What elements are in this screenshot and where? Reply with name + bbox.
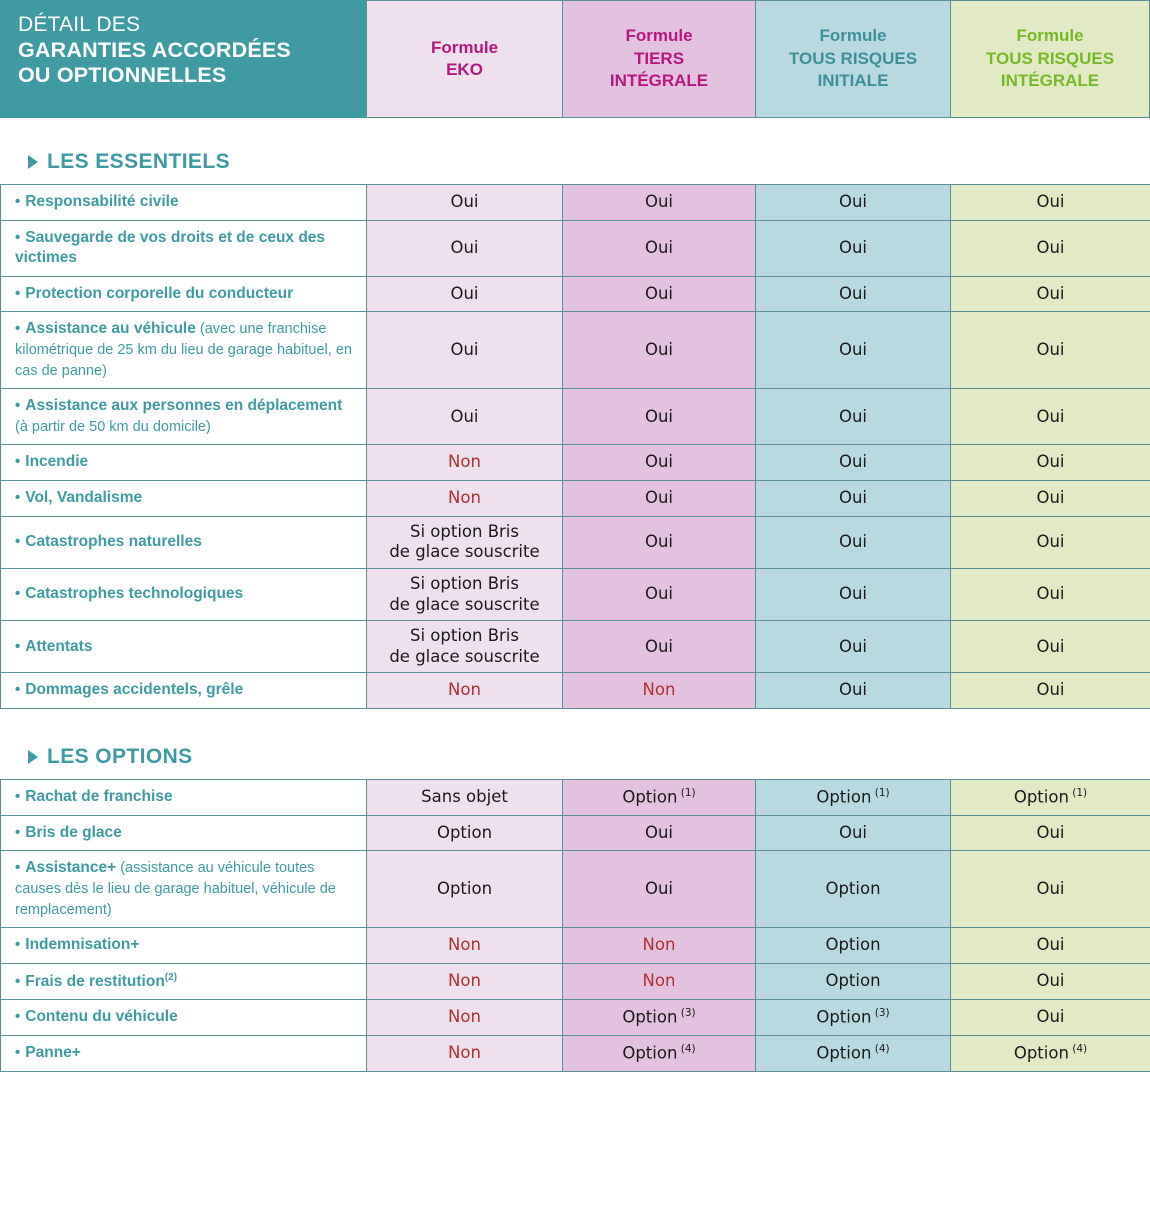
guarantee-label-cell <box>1 568 367 620</box>
value-text: Oui <box>838 584 868 604</box>
value-cell-tous-risques-initiale <box>756 1036 951 1072</box>
footnote-marker: (3) <box>677 1007 696 1020</box>
guarantee-label-text: Catastrophes technologiques <box>25 585 244 603</box>
column-header-line2: TOUS RISQUES <box>985 48 1115 68</box>
bullet-icon: • <box>15 936 21 954</box>
value-cell-tous-risques-initiale <box>756 963 951 1000</box>
value-text: Oui <box>1036 971 1065 991</box>
value-text: Option <box>1013 1043 1069 1063</box>
triangle-right-icon <box>28 155 38 169</box>
value-text: Oui <box>1036 452 1065 472</box>
table-row <box>1 851 1150 928</box>
value-cell-tous-risques-integrale <box>951 928 1150 964</box>
table-row <box>1 276 1150 312</box>
value-text: Option <box>622 1007 678 1027</box>
bullet-icon: • <box>15 681 21 699</box>
guarantee-label-note: (assistance au véhicule toutes causes dès le lieu de garage habituel, véhicule de remplacement) <box>15 860 336 918</box>
value-text: Oui <box>644 488 674 508</box>
guarantee-label-text: Assistance aux personnes en déplacement <box>25 397 343 415</box>
header-title-block <box>0 0 366 118</box>
value-text: Oui <box>1036 488 1065 508</box>
guarantee-label-text: Indemnisation+ <box>25 936 140 954</box>
value-cell-tous-risques-integrale <box>951 780 1150 816</box>
bullet-icon: • <box>15 193 21 210</box>
value-text: Oui <box>644 340 674 360</box>
bullet-icon: • <box>15 972 21 990</box>
value-text: Oui <box>1036 584 1065 604</box>
guarantee-label-note: (avec une franchise kilométrique de 25 km du lieu de garage habituel, en cas de panne) <box>15 321 352 379</box>
bullet-icon: • <box>15 1044 21 1062</box>
value-text: Non <box>448 971 481 991</box>
value-text: Oui <box>450 237 479 257</box>
table-row <box>1 815 1150 851</box>
footnote-marker: (2) <box>164 971 178 983</box>
value-cell-tous-risques-integrale <box>951 312 1150 389</box>
bullet-icon: • <box>15 859 21 877</box>
value-cell-eko <box>367 621 563 673</box>
value-text: Oui <box>644 584 674 604</box>
guarantee-label-text: Vol, Vandalisme <box>25 489 143 507</box>
value-text: Non <box>448 1043 481 1063</box>
value-cell-tous-risques-integrale <box>951 185 1150 221</box>
value-cell-eko <box>367 220 563 276</box>
value-text: Oui <box>450 283 479 303</box>
table-row <box>1 780 1150 816</box>
value-cell-eko <box>367 1036 563 1072</box>
value-cell-tiers-integrale <box>563 445 756 481</box>
value-cell-tous-risques-integrale <box>951 568 1150 620</box>
value-cell-eko <box>367 389 563 445</box>
section-title-label: LES ESSENTIELS <box>47 150 230 173</box>
spacer <box>0 118 1150 140</box>
value-cell-eko <box>367 815 563 851</box>
value-cell-tiers-integrale <box>563 389 756 445</box>
value-cell-tous-risques-integrale <box>951 481 1150 517</box>
value-cell-eko <box>367 673 563 709</box>
column-header-line1: Formule <box>819 26 887 46</box>
column-header-line3: INTÉGRALE <box>609 71 709 91</box>
value-text: Oui <box>1036 680 1065 700</box>
header-title-line1: DÉTAIL DES <box>18 13 141 36</box>
value-text: Non <box>448 935 481 955</box>
guarantee-label-cell <box>1 673 367 709</box>
footnote-marker: (1) <box>677 786 696 799</box>
spacer <box>0 709 1150 735</box>
value-cell-tous-risques-integrale <box>951 1000 1150 1036</box>
value-text: Oui <box>838 822 868 842</box>
table-row <box>1 445 1150 481</box>
table-row <box>1 1036 1150 1072</box>
value-cell-tous-risques-initiale <box>756 621 951 673</box>
value-text: Oui <box>644 452 674 472</box>
guarantee-label-text: Attentats <box>25 637 93 655</box>
table-row <box>1 220 1150 276</box>
value-text: Oui <box>838 452 868 472</box>
value-cell-tous-risques-integrale <box>951 673 1150 709</box>
value-cell-tous-risques-integrale <box>951 516 1150 568</box>
value-text: Oui <box>838 283 868 303</box>
value-text: Oui <box>644 237 674 257</box>
value-cell-tiers-integrale <box>563 1000 756 1036</box>
guarantee-label-cell <box>1 185 367 221</box>
value-text: Option <box>436 822 493 842</box>
table-row <box>1 963 1150 1000</box>
guarantee-label-cell <box>1 1000 367 1036</box>
value-cell-tiers-integrale <box>563 220 756 276</box>
section-title-les-essentiels <box>0 140 1150 184</box>
value-text: Option <box>622 1043 678 1063</box>
table-row <box>1 621 1150 673</box>
guarantee-label-cell <box>1 963 367 1000</box>
value-cell-eko <box>367 851 563 928</box>
table-row <box>1 312 1150 389</box>
column-header-line3: INTÉGRALE <box>1000 71 1100 91</box>
guarantee-label-text: Rachat de franchise <box>25 788 173 806</box>
value-cell-eko <box>367 1000 563 1036</box>
triangle-right-icon <box>28 750 38 764</box>
guarantee-label-text: Protection corporelle du conducteur <box>25 284 294 302</box>
guarantee-label-note: (à partir de 50 km du domicile) <box>15 418 211 435</box>
value-cell-tiers-integrale <box>563 481 756 517</box>
value-text: Oui <box>1036 237 1065 257</box>
guarantee-label-text: Contenu du véhicule <box>25 1008 178 1026</box>
value-text: de glace souscrite <box>389 542 540 562</box>
value-text: Oui <box>838 406 868 426</box>
footnote-marker: (3) <box>871 1007 890 1020</box>
value-text: Oui <box>1036 406 1065 426</box>
value-cell-eko <box>367 276 563 312</box>
value-text: Oui <box>838 636 868 656</box>
value-cell-tous-risques-integrale <box>951 851 1150 928</box>
value-text: Option <box>816 1043 872 1063</box>
column-header-formule-eko <box>366 0 562 118</box>
table-row <box>1 516 1150 568</box>
value-text: Oui <box>450 340 479 360</box>
column-header-line2: TOUS RISQUES <box>788 48 918 68</box>
table-row <box>1 389 1150 445</box>
footnote-marker: (1) <box>871 786 890 799</box>
guarantee-label-text: Assistance au véhicule <box>25 320 196 338</box>
table-row <box>1 673 1150 709</box>
guarantee-label-cell <box>1 780 367 816</box>
value-text: Non <box>642 680 676 700</box>
value-text: Option <box>825 971 881 991</box>
value-cell-eko <box>367 445 563 481</box>
value-text: Oui <box>838 680 868 700</box>
guarantee-label-text: Incendie <box>25 453 89 471</box>
value-cell-tous-risques-integrale <box>951 815 1150 851</box>
value-text: Oui <box>644 283 674 303</box>
value-cell-eko <box>367 928 563 964</box>
value-text: Oui <box>838 340 868 360</box>
column-header-formule-tiers-integrale <box>562 0 755 118</box>
value-text: Oui <box>644 191 674 211</box>
footnote-marker: (4) <box>871 1042 890 1055</box>
column-header-line1: Formule <box>1016 26 1084 46</box>
value-cell-tous-risques-integrale <box>951 220 1150 276</box>
value-cell-tiers-integrale <box>563 312 756 389</box>
value-cell-tiers-integrale <box>563 851 756 928</box>
guarantee-label-cell <box>1 621 367 673</box>
value-text: Si option Bris <box>409 573 519 593</box>
value-cell-eko <box>367 481 563 517</box>
value-cell-tous-risques-initiale <box>756 1000 951 1036</box>
value-text: Option <box>825 935 881 955</box>
guarantee-label-cell <box>1 481 367 517</box>
bullet-icon: • <box>15 637 21 655</box>
header-title-line2: GARANTIES ACCORDÉES <box>18 37 291 62</box>
bullet-icon: • <box>15 228 21 246</box>
guarantee-label-text: Frais de restitution <box>25 972 165 990</box>
value-text: Oui <box>644 636 674 656</box>
table-row <box>1 1000 1150 1036</box>
value-cell-tous-risques-integrale <box>951 276 1150 312</box>
value-cell-tiers-integrale <box>563 185 756 221</box>
value-cell-tiers-integrale <box>563 815 756 851</box>
column-header-formule-tous-risques-initiale <box>755 0 950 118</box>
value-text: Oui <box>1036 340 1065 360</box>
value-text: Option <box>816 1007 872 1027</box>
table-row <box>1 185 1150 221</box>
value-cell-tous-risques-initiale <box>756 673 951 709</box>
guarantee-label-cell <box>1 851 367 928</box>
bullet-icon: • <box>15 320 21 338</box>
guarantee-label-text: Catastrophes naturelles <box>25 533 202 551</box>
value-text: Oui <box>838 191 868 211</box>
guarantees-table-options <box>0 779 1150 1072</box>
value-text: Option <box>825 878 881 898</box>
value-cell-tous-risques-integrale <box>951 963 1150 1000</box>
value-cell-tous-risques-integrale <box>951 445 1150 481</box>
column-header-line1: Formule <box>625 26 693 46</box>
value-text: Oui <box>1036 532 1065 552</box>
table-row <box>1 568 1150 620</box>
guarantee-label-cell <box>1 445 367 481</box>
value-text: Oui <box>1036 935 1065 955</box>
value-text: Oui <box>1036 636 1065 656</box>
value-cell-tous-risques-initiale <box>756 389 951 445</box>
bullet-icon: • <box>15 823 21 841</box>
value-cell-tous-risques-initiale <box>756 481 951 517</box>
value-text: Oui <box>1036 1007 1065 1027</box>
guarantee-label-text: Dommages accidentels, grêle <box>25 681 244 699</box>
value-text: Oui <box>1036 822 1065 842</box>
header-title-line3: OU OPTIONNELLES <box>18 63 227 88</box>
footnote-marker: (1) <box>1068 786 1088 799</box>
column-header-line3: INITIALE <box>817 71 889 91</box>
value-cell-tiers-integrale <box>563 928 756 964</box>
bullet-icon: • <box>15 284 21 302</box>
table-header <box>0 0 1150 118</box>
guarantee-label-cell <box>1 389 367 445</box>
bullet-icon: • <box>15 788 21 806</box>
table-row <box>1 481 1150 517</box>
value-text: Si option Bris <box>409 521 519 541</box>
value-text: de glace souscrite <box>389 594 540 614</box>
value-cell-tiers-integrale <box>563 963 756 1000</box>
guarantees-table-essentiels <box>0 184 1150 709</box>
bullet-icon: • <box>15 397 21 415</box>
guarantee-label-cell <box>1 220 367 276</box>
value-cell-tous-risques-initiale <box>756 928 951 964</box>
bullet-icon: • <box>15 585 21 603</box>
guarantee-label-cell <box>1 516 367 568</box>
guarantee-label-cell <box>1 1036 367 1072</box>
footnote-marker: (4) <box>1068 1042 1088 1055</box>
value-text: Non <box>448 680 481 700</box>
value-cell-eko <box>367 185 563 221</box>
section-title-label: LES OPTIONS <box>47 745 193 769</box>
guarantee-label-cell <box>1 815 367 851</box>
value-text: Non <box>448 452 481 472</box>
guarantee-label-text: Assistance+ <box>25 859 117 877</box>
column-header-line2: EKO <box>446 60 483 79</box>
value-cell-tous-risques-initiale <box>756 220 951 276</box>
value-cell-tiers-integrale <box>563 568 756 620</box>
value-text: Oui <box>1036 283 1065 303</box>
value-cell-tous-risques-integrale <box>951 389 1150 445</box>
value-text: Oui <box>644 878 674 898</box>
value-cell-tous-risques-integrale <box>951 621 1150 673</box>
bullet-icon: • <box>15 489 21 507</box>
value-cell-eko <box>367 568 563 620</box>
value-cell-tous-risques-integrale <box>951 1036 1150 1072</box>
value-text: Oui <box>450 191 479 211</box>
value-text: Oui <box>838 532 868 552</box>
value-cell-tous-risques-initiale <box>756 185 951 221</box>
value-cell-tous-risques-initiale <box>756 568 951 620</box>
table-row <box>1 928 1150 964</box>
guarantee-label-text: Sauvegarde de vos droits et de ceux des victimes <box>15 228 326 267</box>
value-cell-tous-risques-initiale <box>756 851 951 928</box>
value-cell-tous-risques-initiale <box>756 516 951 568</box>
value-text: de glace souscrite <box>389 646 540 666</box>
value-cell-tous-risques-initiale <box>756 815 951 851</box>
bullet-icon: • <box>15 1008 21 1026</box>
value-cell-eko <box>367 516 563 568</box>
value-text: Oui <box>644 822 674 842</box>
value-text: Non <box>448 488 481 508</box>
footnote-marker: (4) <box>677 1042 696 1055</box>
value-cell-tous-risques-initiale <box>756 445 951 481</box>
value-text: Oui <box>644 532 674 552</box>
value-text: Oui <box>1036 878 1065 898</box>
guarantee-label-cell <box>1 928 367 964</box>
value-text: Option <box>816 787 872 807</box>
value-cell-eko <box>367 780 563 816</box>
value-text: Oui <box>838 488 868 508</box>
section-title-les-options <box>0 735 1150 779</box>
value-cell-tiers-integrale <box>563 621 756 673</box>
value-text: Oui <box>838 237 868 257</box>
value-text: Oui <box>644 406 674 426</box>
value-text: Sans objet <box>421 787 508 807</box>
value-cell-tiers-integrale <box>563 1036 756 1072</box>
value-cell-tiers-integrale <box>563 673 756 709</box>
value-text: Non <box>642 971 676 991</box>
value-text: Si option Bris <box>409 626 519 646</box>
value-text: Oui <box>450 406 479 426</box>
value-cell-tiers-integrale <box>563 516 756 568</box>
value-cell-tous-risques-initiale <box>756 312 951 389</box>
value-text: Non <box>448 1007 481 1027</box>
value-text: Non <box>642 935 676 955</box>
guarantee-label-text: Bris de glace <box>25 823 122 841</box>
value-text: Oui <box>1036 191 1065 211</box>
value-cell-tiers-integrale <box>563 276 756 312</box>
value-cell-eko <box>367 963 563 1000</box>
guarantee-label-cell <box>1 312 367 389</box>
value-cell-tous-risques-initiale <box>756 780 951 816</box>
value-text: Option <box>436 878 493 898</box>
column-header-line2: TIERS <box>633 48 685 68</box>
column-header-formule-tous-risques-integrale <box>950 0 1150 118</box>
guarantee-label-text: Responsabilité civile <box>25 193 179 210</box>
guarantee-label-cell <box>1 276 367 312</box>
value-text: Option <box>1013 787 1069 807</box>
value-cell-eko <box>367 312 563 389</box>
bullet-icon: • <box>15 533 21 551</box>
value-cell-tiers-integrale <box>563 780 756 816</box>
column-header-line1: Formule <box>430 37 499 57</box>
value-cell-tous-risques-initiale <box>756 276 951 312</box>
bullet-icon: • <box>15 453 21 471</box>
guarantee-label-text: Panne+ <box>25 1044 81 1062</box>
value-text: Option <box>622 787 678 807</box>
